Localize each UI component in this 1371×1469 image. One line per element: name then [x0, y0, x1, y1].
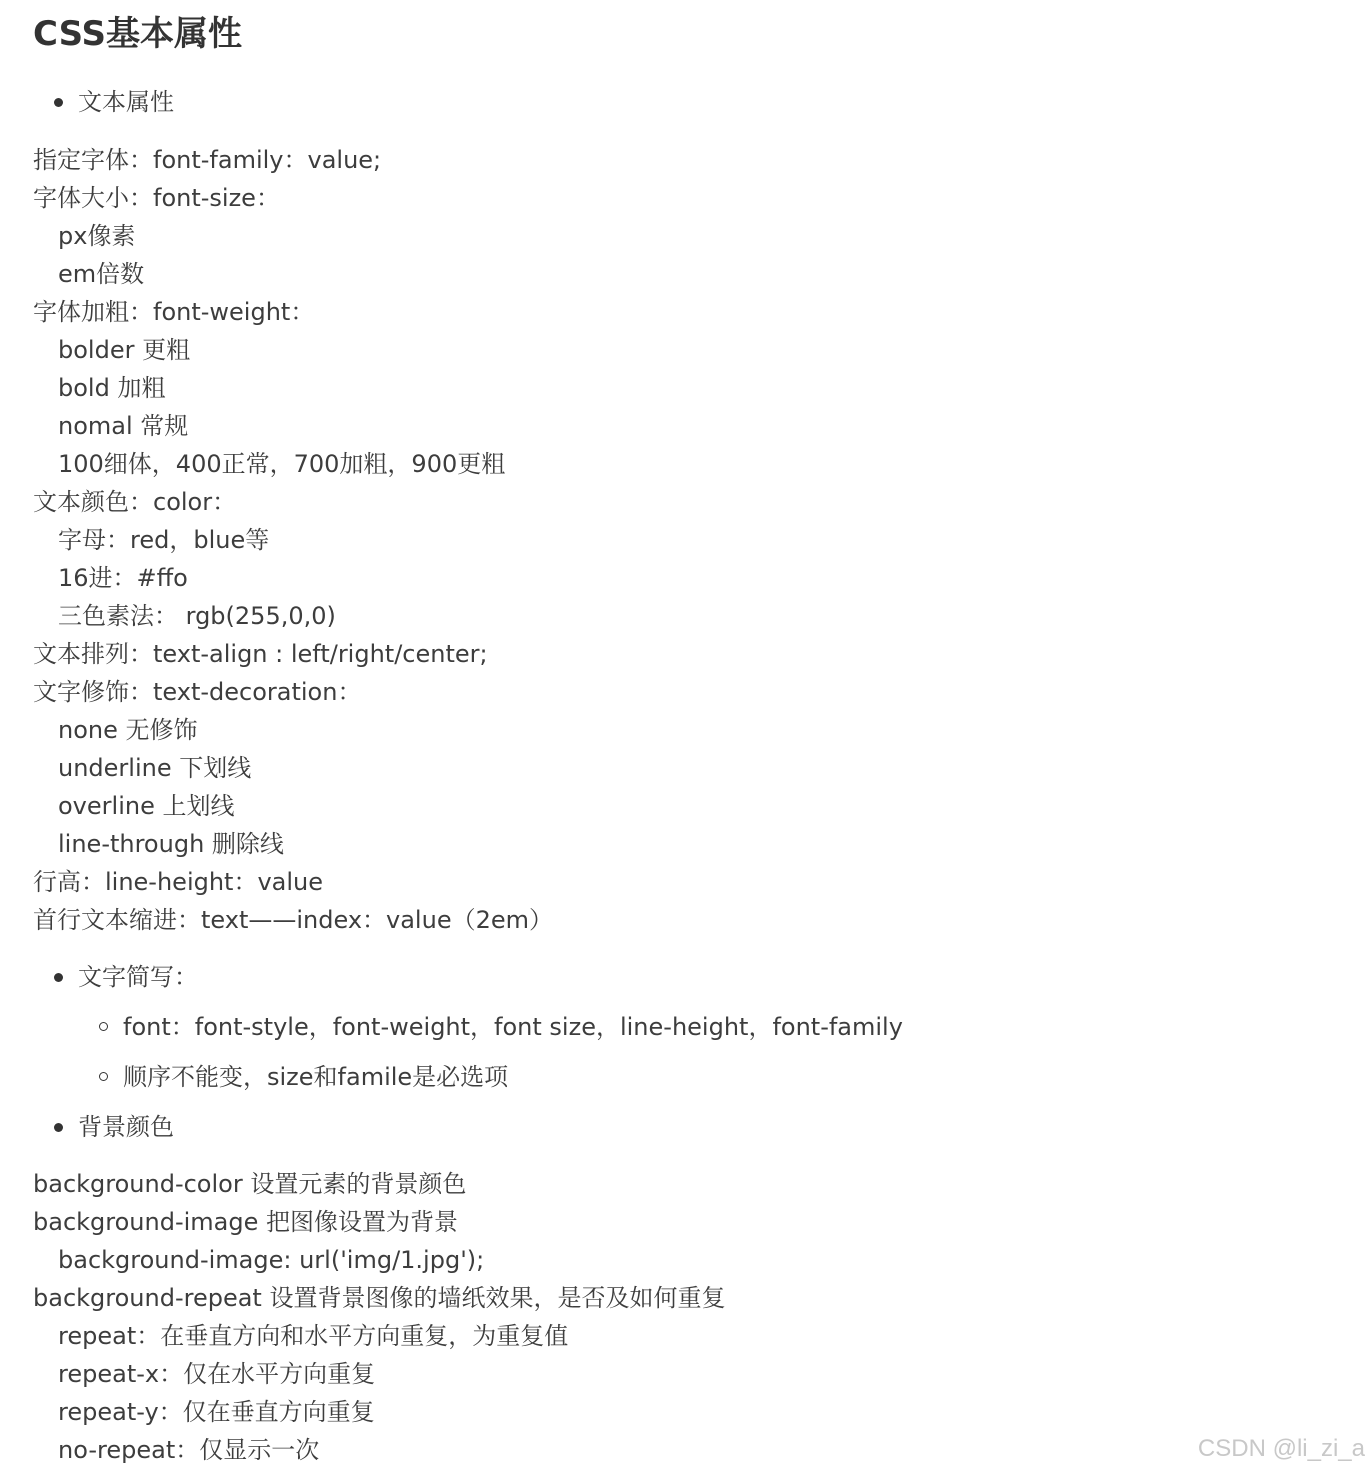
text-line: background-image: url('img/1.jpg'); — [58, 1246, 485, 1274]
text-line: 三色素法： rgb(255,0,0) — [58, 602, 336, 630]
bullet-font-shorthand: 文字简写： — [78, 958, 198, 996]
text-line: 16进：#ffo — [58, 564, 188, 592]
bullet-text-properties: 文本属性 — [78, 83, 174, 121]
page-title: CSS基本属性 — [33, 14, 243, 54]
text-line: 指定字体：font-family：value; — [33, 146, 382, 174]
text-line: background-repeat 设置背景图像的墙纸效果，是否及如何重复 — [33, 1284, 726, 1312]
text-line: background-image 把图像设置为背景 — [33, 1208, 458, 1236]
text-line: 100细体，400正常，700加粗，900更粗 — [58, 450, 506, 478]
sub-list-item: font：font-style，font-weight，font size，line-height，font-family — [123, 1008, 903, 1046]
text-line: background-color 设置元素的背景颜色 — [33, 1170, 467, 1198]
text-line: bolder 更粗 — [58, 336, 191, 364]
text-line: 字体大小：font-size： — [33, 184, 280, 212]
text-line: line-through 删除线 — [58, 830, 284, 858]
text-line: em倍数 — [58, 260, 145, 288]
text-line: bold 加粗 — [58, 374, 166, 402]
text-line: 首行文本缩进：text——index：value（2em） — [33, 906, 553, 934]
text-line: overline 上划线 — [58, 792, 235, 820]
text-line: 字母：red，blue等 — [58, 526, 270, 554]
text-line: underline 下划线 — [58, 754, 252, 782]
text-line: nomal 常规 — [58, 412, 189, 440]
bullet-background-color: 背景颜色 — [78, 1108, 174, 1146]
text-line: none 无修饰 — [58, 716, 198, 744]
text-line: 字体加粗：font-weight： — [33, 298, 315, 326]
text-line: 文本颜色：color： — [33, 488, 237, 516]
text-line: 行高：line-height：value — [33, 868, 324, 896]
text-line: repeat-x：仅在水平方向重复 — [58, 1360, 376, 1388]
text-line: repeat-y：仅在垂直方向重复 — [58, 1398, 375, 1426]
csdn-watermark: CSDN @li_zi_a — [1197, 1435, 1365, 1462]
text-line: px像素 — [58, 222, 136, 250]
text-line: no-repeat：仅显示一次 — [58, 1436, 320, 1464]
sub-list-item: 顺序不能变，size和famile是必选项 — [123, 1058, 508, 1096]
text-line: 文本排列：text-align : left/right/center; — [33, 640, 488, 668]
text-line: repeat：在垂直方向和水平方向重复，为重复值 — [58, 1322, 569, 1350]
text-line: 文字修饰：text-decoration： — [33, 678, 362, 706]
